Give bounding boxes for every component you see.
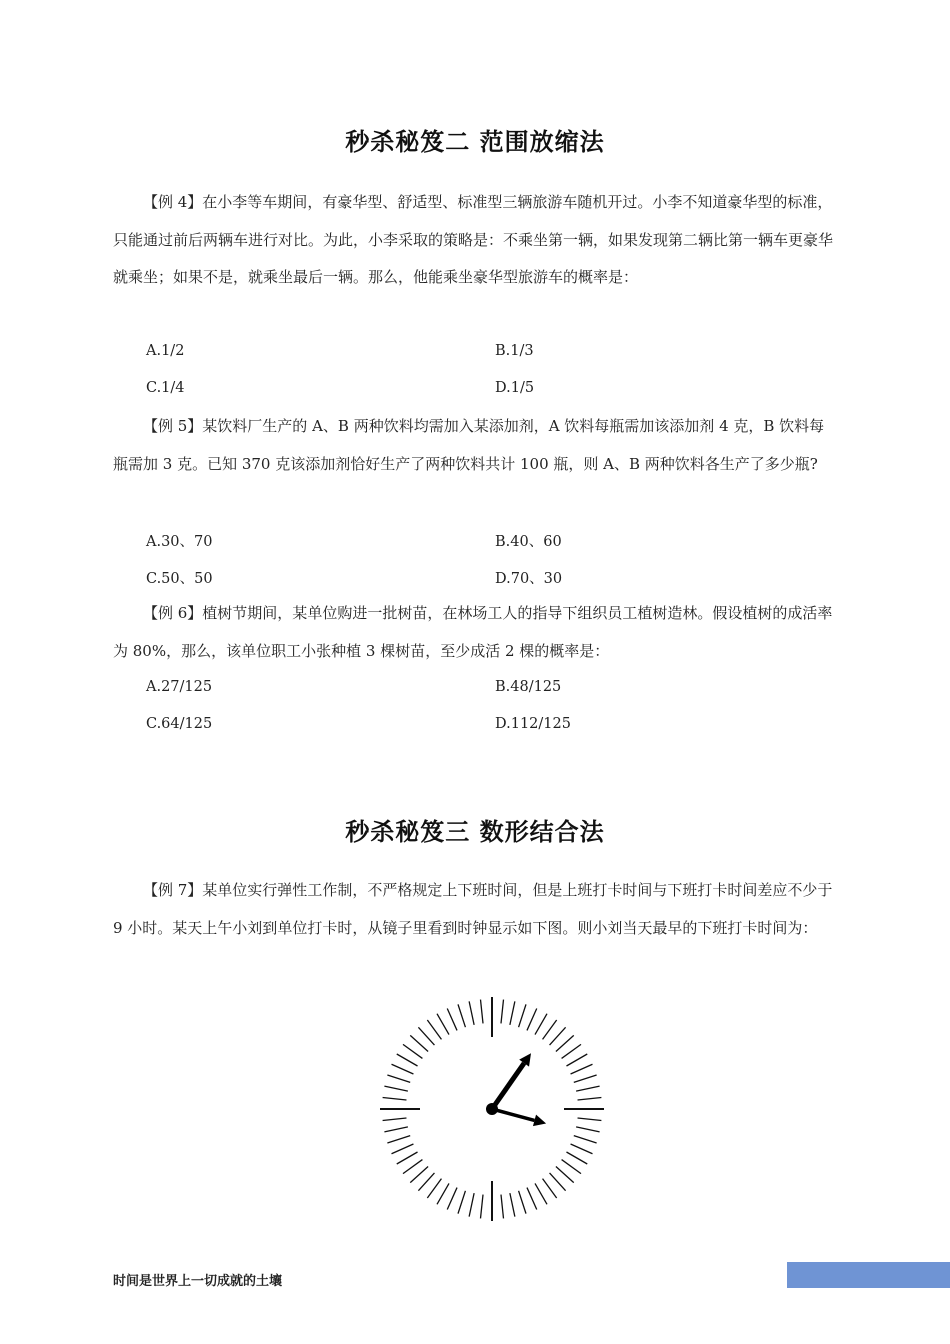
clock-tick xyxy=(519,1191,526,1214)
example-5-option-d: D.70、30 xyxy=(495,571,563,587)
clock-tick xyxy=(397,1054,418,1066)
clock-tick xyxy=(550,1027,566,1045)
clock-tick xyxy=(458,1004,465,1027)
clock-tick xyxy=(481,1000,484,1024)
footer-motto: 时间是世界上一切成就的土壤 xyxy=(113,1274,283,1289)
clock-tick xyxy=(562,1044,581,1058)
example-4-option-c: C.1/4 xyxy=(146,380,185,396)
footer-accent-bar xyxy=(787,1262,950,1288)
clock-tick xyxy=(571,1064,593,1074)
clock-tick xyxy=(543,1020,557,1039)
clock-tick xyxy=(392,1144,414,1154)
example-6-option-b: B.48/125 xyxy=(495,679,562,695)
example-5-option-a: A.30、70 xyxy=(146,534,213,550)
heading-section3: 秒杀秘笈三 数形结合法 xyxy=(345,818,605,846)
clock-tick xyxy=(527,1009,537,1031)
clock-tick xyxy=(437,1014,449,1035)
clock-tick xyxy=(427,1179,441,1198)
example-6-question: 【例 6】植树节期间，某单位购进一批树苗，在林场工人的指导下组织员工植树造林。假设植树的成活率为 80%，那么，该单位职工小张种植 3 棵树苗，至少成活 2 棵的概率是： xyxy=(113,604,833,660)
clock-tick xyxy=(469,1001,474,1024)
clock-tick xyxy=(437,1183,449,1204)
clock-hour-hand xyxy=(492,1063,524,1109)
clock-tick xyxy=(535,1014,547,1035)
clock-tick xyxy=(571,1144,593,1154)
clock-tick xyxy=(527,1188,537,1210)
clock-tick xyxy=(576,1086,599,1091)
clock-tick xyxy=(418,1027,434,1045)
example-5-question: 【例 5】某饮料厂生产的 A、B 两种饮料均需加入某添加剂，A 饮料每瓶需加该添加剂 4 克，B 饮料每瓶需加 3 克。已知 370 克该添加剂恰好生产了两种饮料共计 100 瓶，则 A、B 两种饮料各生产了多少瓶? xyxy=(113,417,825,473)
example-5-option-b: B.40、60 xyxy=(495,534,562,550)
clock-tick xyxy=(403,1160,422,1174)
example-7-question: 【例 7】某单位实行弹性工作制，不严格规定上下班时间，但是上班打卡时间与下班打卡时间差应不少于 9 小时。某天上午小刘到单位打卡时，从镜子里看到时钟显示如下图。则小刘当天最早的下班打卡时间为： xyxy=(113,881,833,937)
clock-tick xyxy=(578,1098,602,1101)
clock-tick xyxy=(556,1035,574,1051)
clock-minute-hand xyxy=(492,1109,535,1120)
clock-tick xyxy=(397,1152,418,1164)
example-6-option-a: A.27/125 xyxy=(146,679,213,695)
clock-tick xyxy=(574,1136,597,1143)
clock-tick xyxy=(418,1173,434,1191)
clock-tick xyxy=(481,1195,484,1219)
example-4-option-d: D.1/5 xyxy=(495,380,535,396)
clock-tick xyxy=(562,1160,581,1174)
example-6-option-d: D.112/125 xyxy=(495,716,571,732)
clock-tick xyxy=(501,1000,504,1024)
clock-tick xyxy=(427,1020,441,1039)
clock-tick xyxy=(510,1193,515,1216)
clock-tick xyxy=(458,1191,465,1214)
clock-tick xyxy=(392,1064,414,1074)
clock-tick xyxy=(447,1009,457,1031)
example-4-option-a: A.1/2 xyxy=(146,343,185,359)
clock-tick xyxy=(383,1118,407,1121)
clock-tick xyxy=(384,1086,407,1091)
example-6-option-c: C.64/125 xyxy=(146,716,213,732)
clock-tick xyxy=(578,1118,602,1121)
clock-tick xyxy=(387,1075,410,1082)
clock-tick xyxy=(550,1173,566,1191)
clock-tick xyxy=(501,1195,504,1219)
clock-tick xyxy=(556,1167,574,1183)
clock-tick xyxy=(384,1127,407,1132)
example-4-option-b: B.1/3 xyxy=(495,343,534,359)
example-4-question: 【例 4】在小李等车期间，有豪华型、舒适型、标准型三辆旅游车随机开过。小李不知道豪华型的标准，只能通过前后两辆车进行对比。为此，小李采取的策略是：不乘坐第一辆，如果发现第二辆比第一辆车更豪华就乘坐；如果不是，就乘坐最后一辆。那么，他能乘坐豪华型旅游车的概率是： xyxy=(113,193,834,286)
clock-minute-hand-tip xyxy=(533,1115,546,1127)
clock-tick xyxy=(543,1179,557,1198)
clock-tick xyxy=(410,1167,428,1183)
clock-tick xyxy=(510,1001,515,1024)
clock-tick xyxy=(535,1183,547,1204)
clock-tick xyxy=(566,1054,587,1066)
clock-center-pivot xyxy=(486,1103,498,1115)
clock-tick xyxy=(574,1075,597,1082)
clock-tick xyxy=(469,1193,474,1216)
clock-tick xyxy=(383,1098,407,1101)
mirrored-clock-figure xyxy=(378,995,606,1223)
clock-tick xyxy=(403,1044,422,1058)
example-5-option-c: C.50、50 xyxy=(146,571,213,587)
clock-tick xyxy=(410,1035,428,1051)
heading-section2: 秒杀秘笈二 范围放缩法 xyxy=(345,128,605,156)
clock-tick xyxy=(566,1152,587,1164)
clock-tick xyxy=(576,1127,599,1132)
clock-tick xyxy=(387,1136,410,1143)
clock-tick xyxy=(447,1188,457,1210)
clock-tick xyxy=(519,1004,526,1027)
